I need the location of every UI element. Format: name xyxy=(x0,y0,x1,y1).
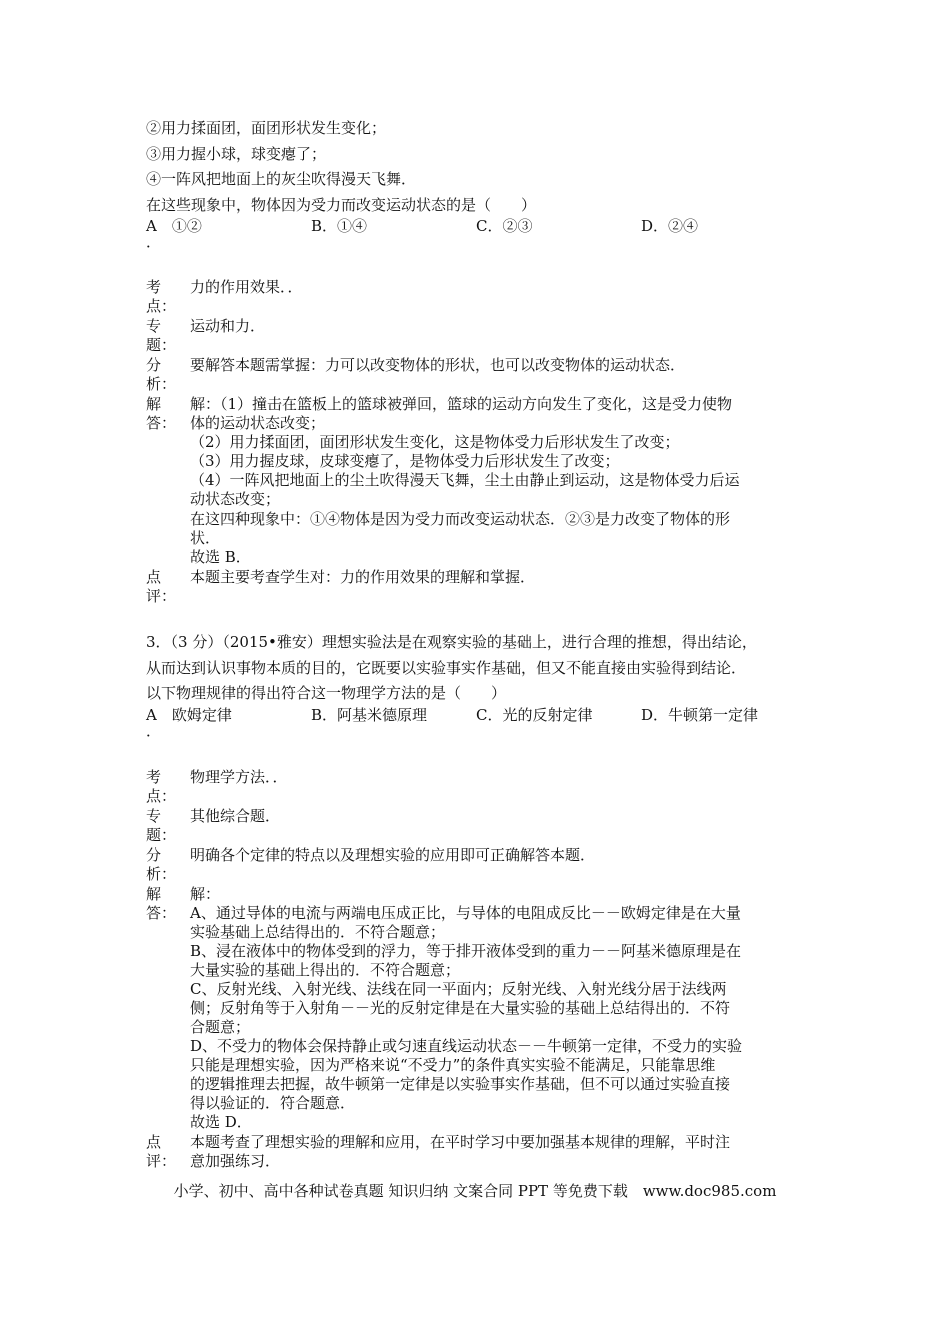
q2-option-d: D．②④ xyxy=(641,217,699,235)
q2-jieda-label-1: 解 xyxy=(146,395,162,413)
q3-option-b: B．阿基米德原理 xyxy=(311,706,428,724)
q3-jieda-line-8: 合题意； xyxy=(190,1018,251,1036)
q3-jieda-line-12: 得以验证的．符合题意． xyxy=(190,1094,356,1112)
q2-fenxi-label-1: 分 xyxy=(146,356,162,374)
q2-fenxi-text: 要解答本题需掌握：力可以改变物体的形状，也可以改变物体的运动状态． xyxy=(190,356,686,374)
q2-jieda-line-4: （3）用力握皮球，皮球变瘪了，是物体受力后形状发生了改变； xyxy=(190,452,620,470)
q3-zhuanti-label-2: 题： xyxy=(146,826,177,844)
q3-jieda-line-7: 侧；反射角等于入射角－－光的反射定律是在大量实验的基础上总结得出的．不符 xyxy=(190,999,731,1017)
q3-stem-line-2: 从而达到认识事物本质的目的，它既要以实验事实作基础，但又不能直接由实验得到结论． xyxy=(146,659,747,677)
q3-zhuanti-label-1: 专 xyxy=(146,807,162,825)
q2-zhuanti-label-2: 题： xyxy=(146,336,177,354)
q3-option-dot: ． xyxy=(146,722,162,740)
q2-stem-line-3: ④一阵风把地面上的灰尘吹得漫天飞舞． xyxy=(146,170,417,188)
q2-jieda-line-3: （2）用力揉面团，面团形状发生变化，这是物体受力后形状发生了改变； xyxy=(190,433,680,451)
q3-jieda-line-9: D、不受力的物体会保持静止或匀速直线运动状态－－牛顿第一定律，不受力的实验 xyxy=(190,1037,743,1055)
q3-zhuanti-text: 其他综合题． xyxy=(190,807,281,825)
q3-fenxi-text: 明确各个定律的特点以及理想实验的应用即可正确解答本题． xyxy=(190,846,596,864)
q3-jieda-line-1: 解： xyxy=(190,885,221,903)
q3-jieda-line-10: 只能是理想实验，因为严格来说“不受力”的条件真实实验不能满足，只能靠思维 xyxy=(190,1056,716,1074)
q2-jieda-line-9: 故选 B． xyxy=(190,548,251,566)
q3-jieda-line-3: 实验基础上总结得出的．不符合题意； xyxy=(190,923,446,941)
q3-dianping-line-1: 本题考查了理想实验的理解和应用，在平时学习中要加强基本规律的理解，平时注 xyxy=(190,1133,731,1151)
q2-stem-line-2: ③用力握小球，球变瘪了； xyxy=(146,145,327,163)
q3-jieda-label-1: 解 xyxy=(146,885,162,903)
q2-kaodian-text: 力的作用效果．． xyxy=(190,278,303,296)
q2-jieda-label-2: 答： xyxy=(146,414,177,432)
q3-jieda-line-6: C、反射光线、入射光线、法线在同一平面内；反射光线、入射光线分居于法线两 xyxy=(190,980,727,998)
q2-option-b: B．①④ xyxy=(311,217,368,235)
q3-kaodian-text: 物理学方法．． xyxy=(190,768,288,786)
q3-dianping-line-2: 意加强练习． xyxy=(190,1152,281,1170)
q3-jieda-line-5: 大量实验的基础上得出的．不符合题意； xyxy=(190,961,461,979)
q3-fenxi-label-2: 析： xyxy=(146,865,177,883)
q2-zhuanti-text: 运动和力． xyxy=(190,317,266,335)
q3-jieda-line-2: A、通过导体的电流与两端电压成正比，与导体的电阻成反比－－欧姆定律是在大量 xyxy=(190,904,741,922)
q2-option-dot: ． xyxy=(146,233,162,251)
q2-dianping-text: 本题主要考查学生对：力的作用效果的理解和掌握． xyxy=(190,568,536,586)
q3-kaodian-label-2: 点： xyxy=(146,787,177,805)
q2-jieda-line-5: （4）一阵风把地面上的尘土吹得漫天飞舞，尘土由静止到运动，这是物体受力后运 xyxy=(190,471,740,489)
q2-kaodian-label-2: 点： xyxy=(146,297,177,315)
q2-option-c: C．②③ xyxy=(476,217,533,235)
q3-stem-line-1: 3．（3 分）（2015•雅安）理想实验法是在观察实验的基础上，进行合理的推想，得出结论， xyxy=(146,633,757,651)
q3-jieda-label-2: 答： xyxy=(146,904,177,922)
q2-dianping-label-1: 点 xyxy=(146,568,162,586)
page-footer: 小学、初中、高中各种试卷真题 知识归纳 文案合同 PPT 等免费下载 www.doc985.com xyxy=(173,1182,777,1200)
q3-kaodian-label-1: 考 xyxy=(146,768,162,786)
q3-option-c: C．光的反射定律 xyxy=(476,706,593,724)
q2-kaodian-label-1: 考 xyxy=(146,278,162,296)
q2-jieda-line-1: 解：（1）撞击在篮板上的篮球被弹回，篮球的运动方向发生了变化，这是受力使物 xyxy=(190,395,733,413)
q2-zhuanti-label-1: 专 xyxy=(146,317,162,335)
q3-jieda-line-11: 的逻辑推理去把握，故牛顿第一定律是以实验事实作基础，但不可以通过实验直接 xyxy=(190,1075,731,1093)
q2-option-a: A ①② xyxy=(146,217,202,235)
q3-option-d: D．牛顿第一定律 xyxy=(641,706,759,724)
q2-jieda-line-8: 状． xyxy=(190,529,221,547)
q3-dianping-label-2: 评： xyxy=(146,1152,177,1170)
q2-jieda-line-2: 体的运动状态改变； xyxy=(190,414,326,432)
q2-stem-line-1: ②用力揉面团，面团形状发生变化； xyxy=(146,119,387,137)
q2-stem-line-4: 在这些现象中，物体因为受力而改变运动状态的是（ ） xyxy=(146,196,537,214)
q2-jieda-line-6: 动状态改变； xyxy=(190,490,281,508)
q3-jieda-line-13: 故选 D． xyxy=(190,1113,252,1131)
q3-fenxi-label-1: 分 xyxy=(146,846,162,864)
q3-jieda-line-4: B、浸在液体中的物体受到的浮力，等于排开液体受到的重力－－阿基米德原理是在 xyxy=(190,942,742,960)
q3-stem-line-3: 以下物理规律的得出符合这一物理学方法的是（ ） xyxy=(146,684,507,702)
q2-jieda-line-7: 在这四种现象中：①④物体是因为受力而改变运动状态．②③是力改变了物体的形 xyxy=(190,510,731,528)
q2-dianping-label-2: 评： xyxy=(146,587,177,605)
q3-option-a: A 欧姆定律 xyxy=(146,706,232,724)
q2-fenxi-label-2: 析： xyxy=(146,375,177,393)
q3-dianping-label-1: 点 xyxy=(146,1133,162,1151)
